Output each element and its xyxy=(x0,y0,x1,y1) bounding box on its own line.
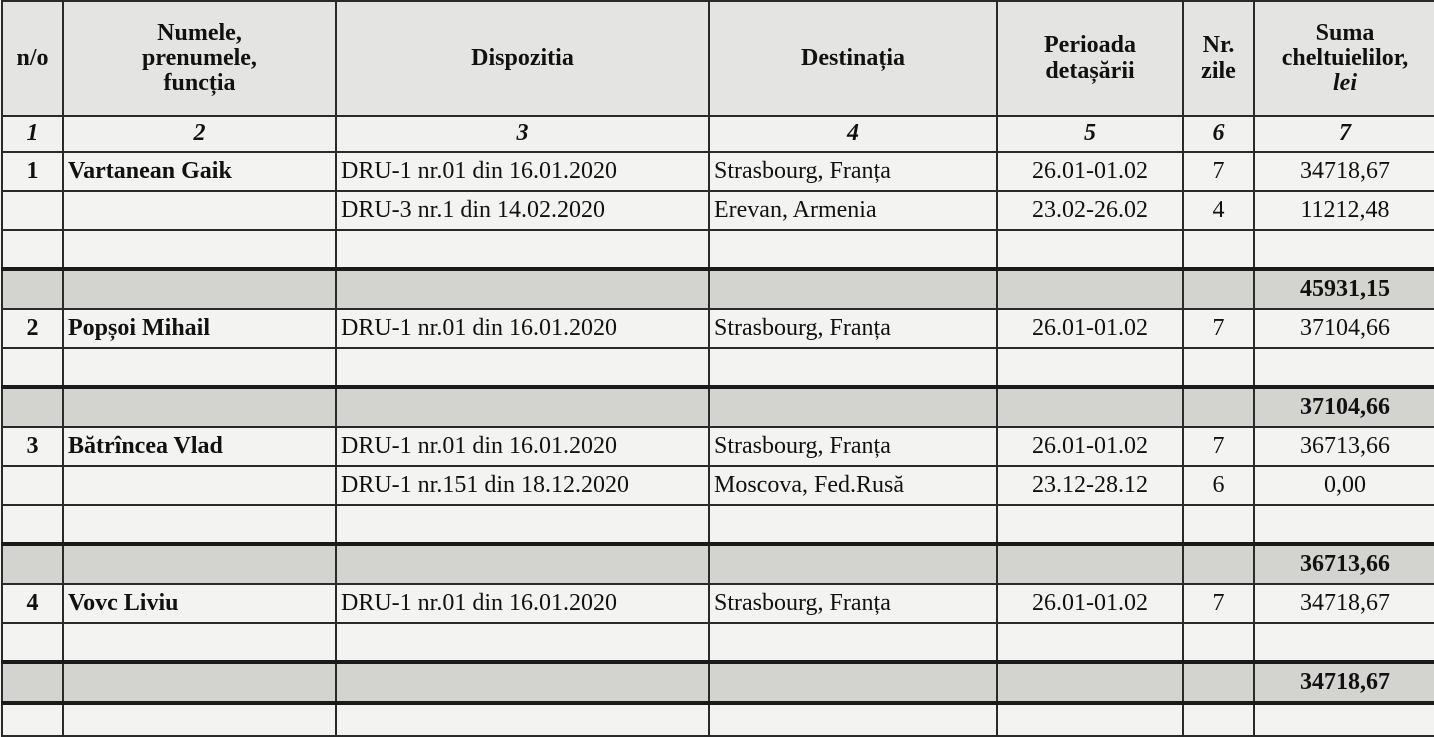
expenses-table xyxy=(1,0,1434,737)
period-cell: 26.01-01.02 xyxy=(997,309,1183,348)
column-number: 1 xyxy=(2,116,63,152)
disposition-cell: DRU-1 nr.01 din 16.01.2020 xyxy=(336,152,709,191)
row-number: 4 xyxy=(2,584,63,623)
blank-row xyxy=(2,348,1434,387)
period-cell: 26.01-01.02 xyxy=(997,427,1183,466)
column-number: 4 xyxy=(709,116,997,152)
row-number: 2 xyxy=(2,309,63,348)
header-days: Nr. zile xyxy=(1183,1,1254,116)
period-cell: 26.01-01.02 xyxy=(997,152,1183,191)
column-number: 7 xyxy=(1254,116,1434,152)
days-cell: 7 xyxy=(1183,584,1254,623)
blank-row xyxy=(2,505,1434,544)
table-row xyxy=(2,584,1434,623)
days-cell: 4 xyxy=(1183,191,1254,230)
header-row xyxy=(2,1,1434,116)
header-name: Numele, prenumele, funcția xyxy=(63,1,336,116)
header-disposition: Dispozitia xyxy=(336,1,709,116)
header-period: Perioada detașării xyxy=(997,1,1183,116)
column-number-row xyxy=(2,116,1434,152)
days-cell: 7 xyxy=(1183,309,1254,348)
header-no: n/o xyxy=(2,1,63,116)
table-row xyxy=(2,427,1434,466)
blank-row xyxy=(2,623,1434,662)
destination-cell: Strasbourg, Franța xyxy=(709,427,997,466)
partial-row xyxy=(2,703,1434,736)
destination-cell: Erevan, Armenia xyxy=(709,191,997,230)
disposition-cell: DRU-1 nr.01 din 16.01.2020 xyxy=(336,427,709,466)
destination-cell: Moscova, Fed.Rusă xyxy=(709,466,997,505)
disposition-cell: DRU-1 nr.151 din 18.12.2020 xyxy=(336,466,709,505)
sum-cell: 37104,66 xyxy=(1254,309,1434,348)
person-name: Popșoi Mihail xyxy=(63,309,336,348)
total-sum: 34718,67 xyxy=(1254,662,1434,703)
period-cell: 26.01-01.02 xyxy=(997,584,1183,623)
column-number: 3 xyxy=(336,116,709,152)
total-row xyxy=(2,544,1434,584)
table-row xyxy=(2,152,1434,191)
blank-row xyxy=(2,230,1434,269)
days-cell: 7 xyxy=(1183,152,1254,191)
person-name: Bătrîncea Vlad xyxy=(63,427,336,466)
disposition-cell: DRU-1 nr.01 din 16.01.2020 xyxy=(336,584,709,623)
disposition-cell: DRU-1 nr.01 din 16.01.2020 xyxy=(336,309,709,348)
total-sum: 37104,66 xyxy=(1254,387,1434,427)
column-number: 6 xyxy=(1183,116,1254,152)
destination-cell: Strasbourg, Franța xyxy=(709,152,997,191)
total-sum: 36713,66 xyxy=(1254,544,1434,584)
header-destination: Destinația xyxy=(709,1,997,116)
row-number: 3 xyxy=(2,427,63,466)
table-row xyxy=(2,191,1434,230)
sum-cell: 36713,66 xyxy=(1254,427,1434,466)
person-name: Vovc Liviu xyxy=(63,584,336,623)
destination-cell: Strasbourg, Franța xyxy=(709,309,997,348)
table-row xyxy=(2,309,1434,348)
sum-cell: 34718,67 xyxy=(1254,584,1434,623)
total-row xyxy=(2,662,1434,703)
total-row xyxy=(2,269,1434,309)
row-number: 1 xyxy=(2,152,63,191)
period-cell: 23.12-28.12 xyxy=(997,466,1183,505)
destination-cell: Strasbourg, Franța xyxy=(709,584,997,623)
days-cell: 7 xyxy=(1183,427,1254,466)
person-name: Vartanean Gaik xyxy=(63,152,336,191)
sum-cell: 11212,48 xyxy=(1254,191,1434,230)
sum-cell: 0,00 xyxy=(1254,466,1434,505)
sum-cell: 34718,67 xyxy=(1254,152,1434,191)
column-number: 5 xyxy=(997,116,1183,152)
period-cell: 23.02-26.02 xyxy=(997,191,1183,230)
column-number: 2 xyxy=(63,116,336,152)
header-sum: Suma cheltuielilor, lei xyxy=(1254,1,1434,116)
total-sum: 45931,15 xyxy=(1254,269,1434,309)
total-row xyxy=(2,387,1434,427)
table-row xyxy=(2,466,1434,505)
days-cell: 6 xyxy=(1183,466,1254,505)
disposition-cell: DRU-3 nr.1 din 14.02.2020 xyxy=(336,191,709,230)
